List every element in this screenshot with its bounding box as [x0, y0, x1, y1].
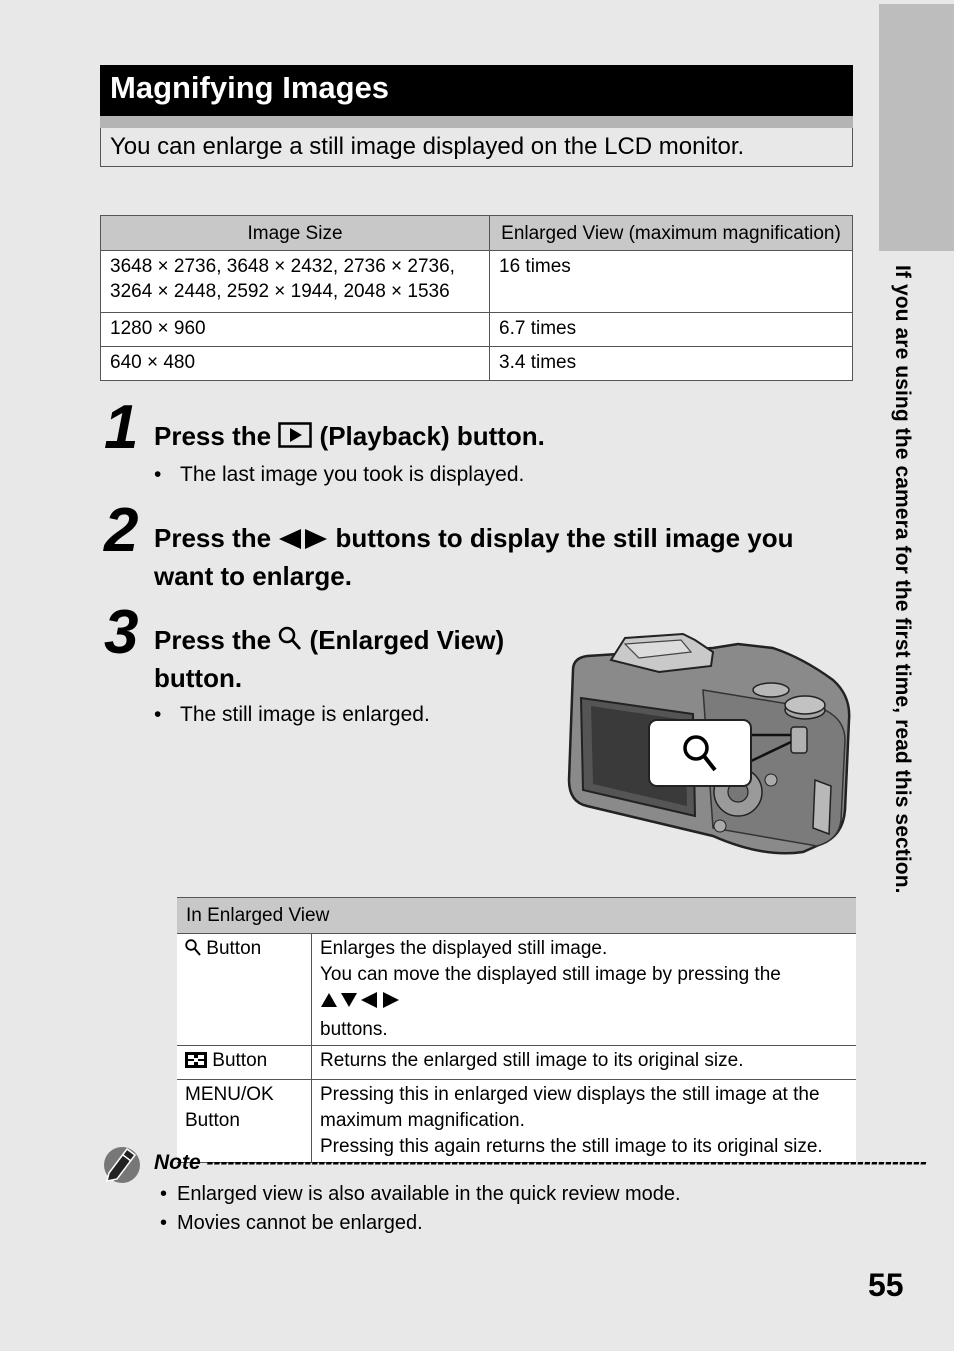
description-line: maximum magnification. [320, 1110, 525, 1131]
description-line: Enlarges the displayed still image. [320, 938, 608, 959]
magnification-cell: 16 times [490, 251, 853, 313]
step-text: Press the [154, 421, 272, 451]
page-title-bar [100, 65, 853, 116]
intro-text: You can enlarge a still image displayed on the LCD monitor. [110, 133, 745, 160]
size-cell: 640 × 480 [101, 347, 490, 381]
step-bullet [154, 703, 430, 727]
left-right-arrows-icon [278, 524, 328, 559]
description-cell: Returns the enlarged still image to its original size. [312, 1046, 857, 1080]
table-header-row [177, 898, 856, 934]
description-cell [312, 934, 857, 1046]
button-label: Button [185, 1110, 240, 1131]
button-label: Button [206, 938, 262, 959]
table-row [101, 347, 853, 381]
thumbnail-icon [185, 1051, 207, 1077]
table-row [177, 934, 856, 1046]
step-text: (Playback) button. [319, 421, 545, 451]
table-header-row [101, 216, 853, 251]
note-text: Movies cannot be enlarged. [177, 1212, 423, 1234]
note-pencil-icon [101, 1143, 143, 1185]
enlarged-view-header: In Enlarged View [177, 898, 856, 934]
page-number: 55 [868, 1267, 904, 1303]
step-title [154, 521, 793, 594]
enlarged-view-table [177, 897, 856, 1163]
bullet-dot: • [154, 703, 162, 726]
section-tab [879, 4, 954, 251]
section-tab-text: If you are using the camera for the first time, read this section. [891, 265, 914, 894]
intro-box [100, 128, 853, 167]
step-number: 3 [104, 598, 139, 667]
size-cell [101, 251, 490, 313]
bullet-dot: • [154, 463, 162, 486]
step-text: Press the [154, 523, 272, 553]
note-label: Note [154, 1151, 201, 1174]
magnification-cell: 3.4 times [490, 347, 853, 381]
description-line [320, 962, 848, 1017]
table-row [101, 251, 853, 313]
step-text: button. [154, 663, 243, 693]
description-line: Pressing this in enlarged view displays the still image at the [320, 1084, 820, 1105]
header-image-size: Image Size [101, 216, 490, 251]
bullet-text: The still image is enlarged. [180, 703, 430, 726]
bullet-text: The last image you took is displayed. [180, 463, 525, 486]
note-heading [154, 1151, 927, 1175]
button-name-cell [177, 934, 312, 1046]
magnify-icon [185, 939, 201, 965]
description-line: buttons. [320, 1019, 388, 1040]
table-row [101, 313, 853, 347]
button-label: Button [212, 1050, 268, 1071]
size-line: 3264 × 2448, 2592 × 1944, 2048 × 1536 [110, 281, 450, 302]
size-cell: 1280 × 960 [101, 313, 490, 347]
note-text: Enlarged view is also available in the quick review mode. [177, 1183, 681, 1205]
step-title [154, 419, 545, 457]
bullet-dot: • [160, 1183, 168, 1205]
size-line: 3648 × 2736, 3648 × 2432, 2736 × 2736, [110, 256, 455, 277]
description-text: You can move the displayed still image by pressing the [320, 964, 781, 985]
image-size-table [100, 215, 853, 381]
camera-illustration [563, 630, 853, 858]
step-text: (Enlarged View) [309, 625, 505, 655]
playback-icon [278, 422, 312, 457]
button-label: MENU/OK [185, 1084, 274, 1105]
header-enlarged-view: Enlarged View (maximum magnification) [490, 216, 853, 251]
step-title [154, 623, 504, 696]
step-text: Press the [154, 625, 272, 655]
note-item [160, 1212, 423, 1235]
table-row [177, 1046, 856, 1080]
page-title: Magnifying Images [110, 70, 390, 105]
step-bullet [154, 463, 524, 487]
title-underline [100, 116, 853, 128]
note-divider: ------------------------------------------------------------------------------------------------------- [206, 1151, 927, 1174]
magnification-cell: 6.7 times [490, 313, 853, 347]
step-text: buttons to display the still image you [335, 523, 794, 553]
step-number: 2 [104, 496, 139, 565]
note-item [160, 1183, 681, 1206]
magnify-icon [278, 626, 302, 661]
four-way-arrows-icon [320, 991, 400, 1017]
bullet-dot: • [160, 1212, 168, 1234]
step-number: 1 [104, 393, 139, 462]
step-text: want to enlarge. [154, 561, 352, 591]
button-name-cell [177, 1046, 312, 1080]
description-line: Pressing this again returns the still image to its original size. [320, 1136, 823, 1157]
